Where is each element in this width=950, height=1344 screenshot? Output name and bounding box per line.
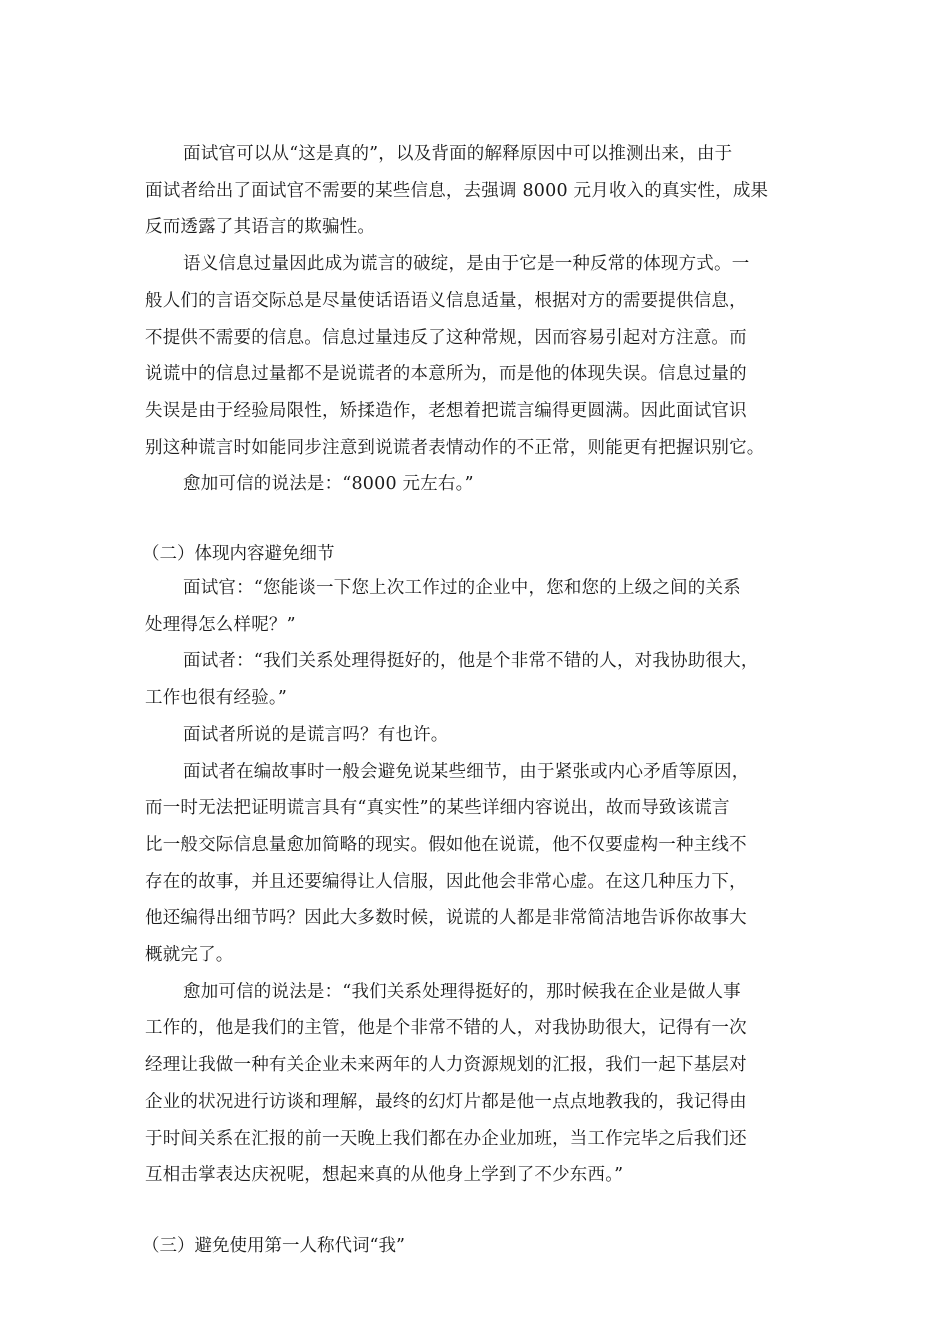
paragraph-line: 工作也很有经验。” bbox=[145, 688, 287, 709]
paragraph-line: 反而透露了其语言的欺骗性。 bbox=[145, 217, 376, 238]
paragraph-line: 面试者在编故事时一般会避免说某些细节，由于紧张或内心矛盾等原因， bbox=[183, 761, 750, 782]
paragraph-line: 愈加可信的说法是：“我们关系处理得挺好的，那时候我在企业是做人事 bbox=[183, 981, 741, 1002]
paragraph-line: 概就完了。 bbox=[145, 945, 234, 966]
section-2-heading: （二）体现内容避免细节 bbox=[142, 544, 335, 564]
paragraph-line: 般人们的言语交际总是尽量使话语语义信息适量，根据对方的需要提供信息， bbox=[145, 290, 747, 311]
paragraph-line: 经理让我做一种有关企业未来两年的人力资源规划的汇报，我们一起下基层对 bbox=[145, 1055, 747, 1076]
paragraph-line: 不提供不需要的信息。信息过量违反了这种常规，因而容易引起对方注意。而 bbox=[145, 327, 747, 348]
paragraph-line: 于时间关系在汇报的前一天晚上我们都在办企业加班，当工作完毕之后我们还 bbox=[145, 1128, 747, 1149]
paragraph-line: 语义信息过量因此成为谎言的破绽，是由于它是一种反常的体现方式。一 bbox=[183, 254, 750, 275]
paragraph-line: 面试者所说的是谎言吗？有也许。 bbox=[183, 724, 449, 745]
paragraph-line: 比一般交际信息量愈加简略的现实。假如他在说谎，他不仅要虚构一种主线不 bbox=[145, 834, 747, 855]
paragraph-line: 面试者给出了面试官不需要的某些信息，去强调 8000 元月收入的真实性，成果 bbox=[145, 180, 769, 201]
paragraph-line: 互相击掌表达庆祝呢，想起来真的从他身上学到了不少东西。” bbox=[145, 1165, 624, 1186]
paragraph-line: 别这种谎言时如能同步注意到说谎者表情动作的不正常，则能更有把握识别它。 bbox=[145, 437, 765, 458]
section-3-heading: （三）避免使用第一人称代词“我” bbox=[142, 1236, 405, 1256]
paragraph-line: 企业的状况进行访谈和理解，最终的幻灯片都是他一点点地教我的，我记得由 bbox=[145, 1091, 747, 1112]
paragraph-line: 处理得怎么样呢？” bbox=[145, 614, 296, 635]
paragraph-line: 面试官：“您能谈一下您上次工作过的企业中，您和您的上级之间的关系 bbox=[183, 578, 741, 598]
paragraph-line: 愈加可信的说法是：“8000 元左右。” bbox=[183, 474, 474, 495]
paragraph-line: 工作的，他是我们的主管，他是个非常不错的人，对我协助很大，记得有一次 bbox=[145, 1018, 747, 1039]
paragraph-line: 面试官可以从“这是真的”，以及背面的解释原因中可以推测出来，由于 bbox=[183, 144, 733, 164]
paragraph-line: 失误是由于经验局限性，矫揉造作，老想着把谎言编得更圆满。因此面试官识 bbox=[145, 400, 747, 421]
paragraph-line: 存在的故事，并且还要编得让人信服，因此他会非常心虚。在这几种压力下， bbox=[145, 871, 747, 892]
section-2-body bbox=[145, 570, 815, 1194]
paragraph-line: 他还编得出细节吗？因此大多数时候，说谎的人都是非常简洁地告诉你故事大 bbox=[145, 908, 747, 929]
section-1-body bbox=[145, 136, 815, 503]
paragraph-line: 面试者：“我们关系处理得挺好的，他是个非常不错的人，对我协助很大， bbox=[183, 651, 759, 672]
paragraph-line: 说谎中的信息过量都不是说谎者的本意所为，而是他的体现失误。信息过量的 bbox=[145, 364, 747, 385]
paragraph-line: 而一时无法把证明谎言具有“真实性”的某些详细内容说出，故而导致该谎言 bbox=[145, 798, 730, 819]
